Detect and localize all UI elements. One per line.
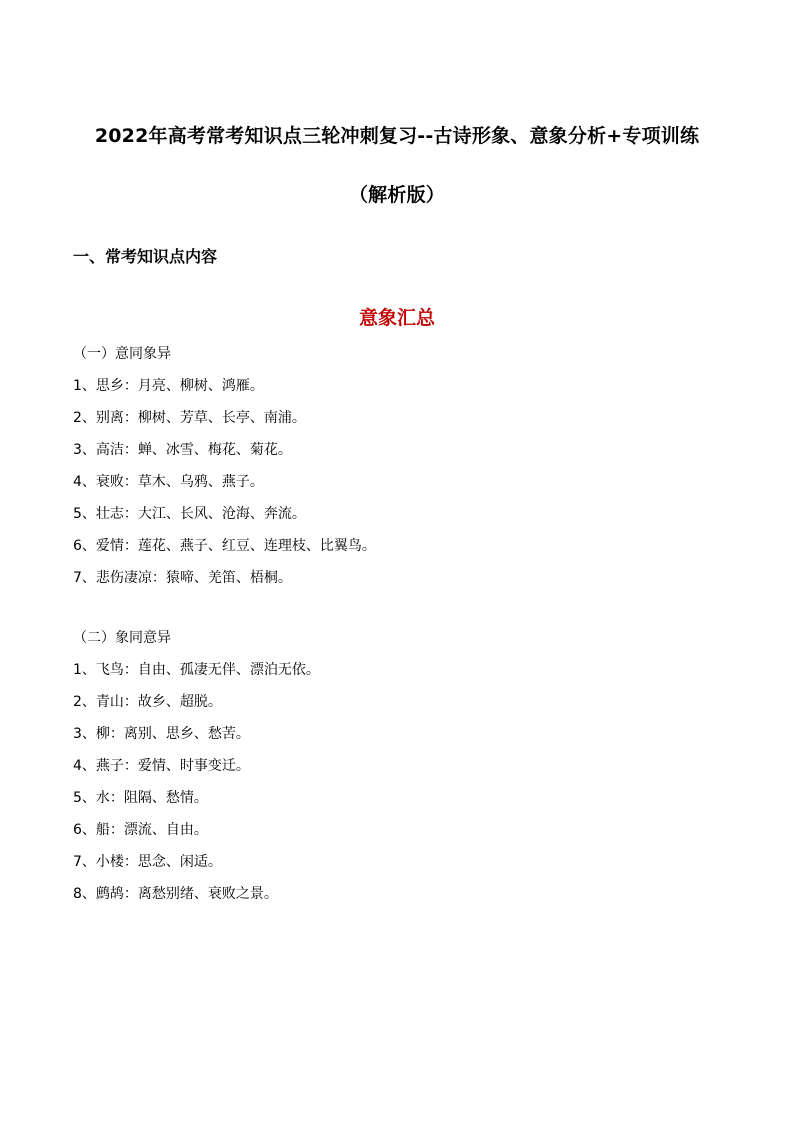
list-item: 3、柳：离别、思乡、愁苦。 — [73, 726, 250, 742]
group-same-meaning-different-image — [73, 343, 753, 599]
list-item: 5、壮志：大江、长风、沧海、奔流。 — [73, 506, 306, 522]
group-heading: （一）意同象异 — [73, 346, 171, 362]
list-item: 4、衰败：草木、乌鸦、燕子。 — [73, 474, 264, 490]
list-item: 6、爱情：莲花、燕子、红豆、连理枝、比翼鸟。 — [73, 538, 376, 554]
list-item: 7、小楼：思念、闲适。 — [73, 854, 222, 870]
list-item: 3、高洁：蝉、冰雪、梅花、菊花。 — [73, 442, 292, 458]
list-item: 1、思乡：月亮、柳树、鸿雁。 — [73, 378, 264, 394]
group-same-image-different-meaning — [73, 627, 753, 915]
list-item: 6、船：漂流、自由。 — [73, 822, 208, 838]
document-title: 2022年高考常考知识点三轮冲刺复习--古诗形象、意象分析+专项训练 — [94, 125, 700, 147]
imagery-summary-heading: 意象汇总 — [358, 307, 435, 329]
list-item: 1、飞鸟：自由、孤凄无伴、漂泊无依。 — [73, 662, 320, 678]
section-heading: 一、常考知识点内容 — [73, 247, 218, 266]
group-heading: （二）象同意异 — [73, 630, 171, 646]
list-item: 5、水：阻隔、愁情。 — [73, 790, 208, 806]
list-item: 4、燕子：爱情、时事变迁。 — [73, 758, 250, 774]
list-item: 2、青山：故乡、超脱。 — [73, 694, 222, 710]
list-item: 2、别离：柳树、芳草、长亭、南浦。 — [73, 410, 306, 426]
document-subtitle: （解析版） — [348, 184, 445, 206]
list-item: 8、鹧鸪：离愁别绪、衰败之景。 — [73, 886, 278, 902]
list-item: 7、悲伤凄凉：猿啼、羌笛、梧桐。 — [73, 570, 292, 586]
